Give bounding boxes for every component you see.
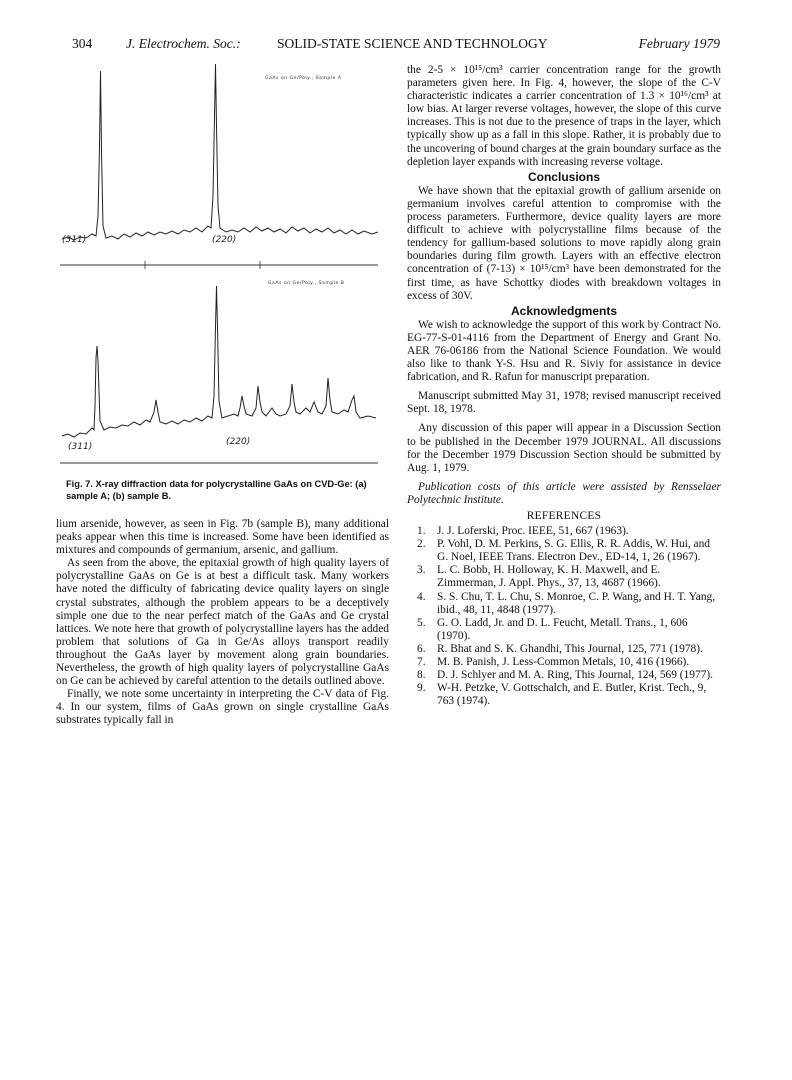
issue-date: February 1979 bbox=[638, 36, 720, 51]
reference-number: 7. bbox=[417, 656, 426, 669]
reference-number: 5. bbox=[417, 616, 426, 629]
right-column bbox=[407, 64, 721, 708]
reference-item bbox=[407, 669, 721, 682]
panel-b-label: GaAs on Ge/Poly., Sample B bbox=[268, 281, 345, 286]
reference-item bbox=[407, 525, 721, 538]
reference-text: P. Vohl, D. M. Perkins, S. G. Ellis, R. R. Addis, W. Hui, and G. Noel, IEEE Trans. Electron Dev., ED-14, 1, 26 (1967). bbox=[437, 538, 710, 564]
references-heading: REFERENCES bbox=[526, 510, 602, 522]
panel-a-label: GaAs on Ge/Poly., Sample A bbox=[265, 76, 342, 81]
xrd-trace-sample-a bbox=[62, 64, 378, 240]
peak-label-311-a: (311) bbox=[62, 235, 87, 245]
journal-name: J. Electrochem. Soc.: bbox=[126, 36, 241, 51]
reference-number: 2. bbox=[417, 538, 426, 551]
reference-number: 6. bbox=[417, 642, 426, 655]
discussion-note: Any discussion of this paper will appear in a Discussion Section to be published in the December 1979 JOURNAL. All discussions for the December 1979 Discussion Section should be submitted by Aug. 1, 1979. bbox=[407, 422, 721, 474]
paragraph: We wish to acknowledge the support of this work by Contract No. EG-77-S-01-4116 from the Department of Energy and Grant No. AER 76-06186 from the National Science Foundation. We would also like to thank Y-S. Hsu and R. Siviy for assistance in device fabrication, and R. Rafun for manuscript preparation. bbox=[407, 318, 721, 384]
peak-label-220-a: (220) bbox=[212, 235, 237, 245]
reference-number: 9. bbox=[417, 682, 426, 695]
figure-caption: Fig. 7. X-ray diffraction data for polycrystalline GaAs on CVD-Ge: (a) sample A; (b) sample B. bbox=[66, 479, 367, 501]
left-column bbox=[56, 518, 389, 728]
publication-costs-note: Publication costs of this article were assisted by Rensselaer Polytechnic Institute. bbox=[407, 480, 721, 506]
reference-text: G. O. Ladd, Jr. and D. L. Feucht, Metall. Trans., 1, 606 (1970). bbox=[437, 616, 688, 642]
reference-item bbox=[407, 682, 721, 708]
reference-number: 8. bbox=[417, 669, 426, 682]
page-number: 304 bbox=[72, 36, 93, 51]
reference-text: L. C. Bobb, H. Holloway, K. H. Maxwell, and E. Zimmerman, J. Appl. Phys., 37, 13, 4687 (1966). bbox=[437, 564, 661, 590]
figure-7 bbox=[60, 56, 390, 476]
reference-number: 3. bbox=[417, 564, 426, 577]
reference-text: W-H. Petzke, V. Gottschalch, and E. Butler, Krist. Tech., 9, 763 (1974). bbox=[437, 682, 707, 708]
paragraph: lium arsenide, however, as seen in Fig. 7b (sample B), many additional peaks appear when this time is increased. Some have been identified as mixtures and compounds of germanium, arsenic, and gallium. bbox=[56, 518, 389, 557]
journal-section: SOLID-STATE SCIENCE AND TECHNOLOGY bbox=[277, 36, 548, 51]
xrd-trace-sample-b bbox=[62, 286, 376, 437]
reference-item bbox=[407, 656, 721, 669]
paragraph: Finally, we note some uncertainty in interpreting the C-V data of Fig. 4. In our system, films of GaAs grown on single crystalline GaAs substrates typically fall in bbox=[56, 688, 389, 727]
reference-text: R. Bhat and S. K. Ghandhi, This Journal, 125, 771 (1978). bbox=[437, 642, 703, 655]
paragraph: the 2-5 × 10¹⁵/cm³ carrier concentration range for the growth parameters given here. In Fig. 4, however, the slope of the C-V characteristic indicates a carrier concentration of 1.3 × 10¹⁶/cm³ at low bias. At larger reverse voltages, however, the slope of this curve increases. This is not due to the presence of traps in the layer, which typically show up as a fall in this slope. Rather, it is probably due to the uncovering of bound charges at the grain boundary surface as the depletion layer expands with increasing reverse voltage. bbox=[407, 64, 721, 168]
reference-item bbox=[407, 617, 721, 643]
reference-list bbox=[407, 525, 721, 708]
peak-label-311-b: (311) bbox=[68, 442, 93, 452]
paragraph: We have shown that the epitaxial growth of gallium arsenide on germanium involves careful attention to compromise with the process parameters. Furthermore, device quality layers are more difficult to achieve with polycrystalline films because of the tendency for gallium-based solutions to move rapidly along grain boundaries during film growth. Layers with an effective electron concentration of (7-13) × 10¹⁵/cm³ have been demonstrated for the first time, as have Schottky diodes with breakdown voltages in excess of 30V. bbox=[407, 184, 721, 302]
xrd-figure-graphic bbox=[60, 56, 390, 476]
reference-text: J. J. Loferski, Proc. IEEE, 51, 667 (1963). bbox=[437, 525, 629, 538]
reference-text: S. S. Chu, T. L. Chu, S. Monroe, C. P. Wang, and H. T. Yang, ibid., 48, 11, 4848 (1977). bbox=[437, 590, 716, 616]
section-heading-acknowledgments: Acknowledgments bbox=[510, 303, 618, 318]
reference-number: 1. bbox=[417, 525, 426, 538]
paragraph: As seen from the above, the epitaxial growth of high quality layers of polycrystalline GaAs on Ge is at best a difficult task. Many workers have noted the difficulty of fabricating device quality layers on single crystal substrates, although the problem appears to be a deceptively simple one due to the near perfect match of the GaAs and Ge crystal lattices. We note here that growth of polycrystalline layers has the added problem that solutions of Ga in Ge/As alloys transport readily throughout the GaAs layer by movement along grain boundaries. Nevertheless, the growth of high quality layers of polycrystalline GaAs on Ge can be achieved by careful attention to the details outlined above. bbox=[56, 557, 389, 688]
manuscript-note: Manuscript submitted May 31, 1978; revised manuscript received Sept. 18, 1978. bbox=[407, 390, 721, 416]
running-head bbox=[72, 36, 720, 54]
reference-item bbox=[407, 564, 721, 590]
reference-text: M. B. Panish, J. Less-Common Metals, 10, 416 (1966). bbox=[437, 656, 690, 669]
reference-item bbox=[407, 643, 721, 656]
reference-number: 4. bbox=[417, 590, 426, 603]
section-heading-conclusions: Conclusions bbox=[527, 169, 600, 184]
peak-label-220-b: (220) bbox=[226, 437, 251, 447]
reference-item bbox=[407, 591, 721, 617]
reference-text: D. J. Schlyer and M. A. Ring, This Journal, 124, 569 (1977). bbox=[437, 669, 713, 682]
reference-item bbox=[407, 538, 721, 564]
